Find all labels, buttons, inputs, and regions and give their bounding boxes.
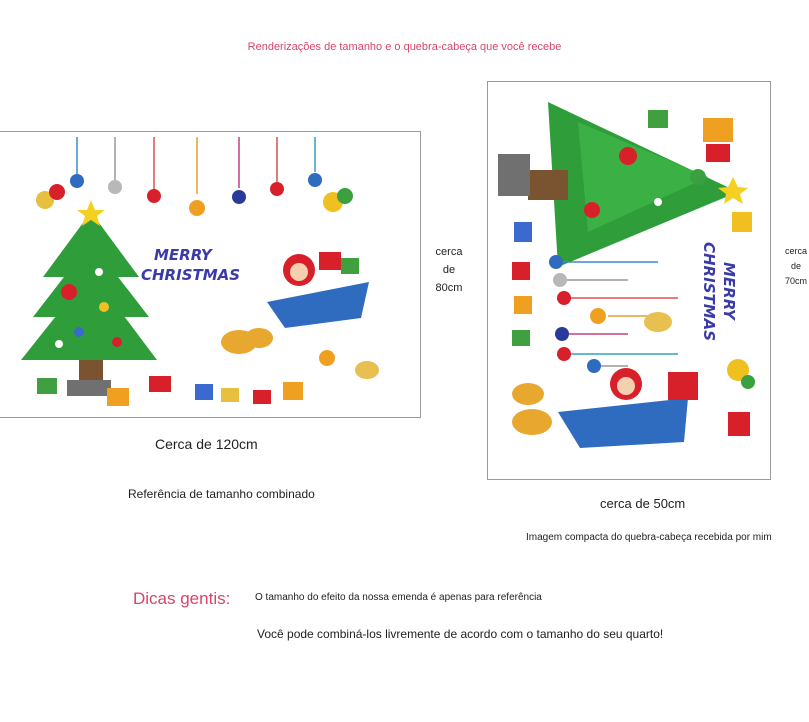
santa-sleigh-icon [221,252,369,354]
received-caption: Imagem compacta do quebra-cabeça recebida por mim [526,532,772,543]
hanging-ornaments-icon [70,137,322,216]
greeting-line-2: CHRISTMAS [141,266,241,284]
greeting-line-1: MERRY [154,246,212,264]
tips-main-text: Você pode combiná-los livremente de acordo com o tamanho do seu quarto! [257,627,664,641]
combined-illustration [0,132,420,417]
tips-note: O tamanho do efeito da nossa emenda é apenas para referência [255,592,542,603]
merry-christmas-greeting [700,242,738,341]
greeting-line-2: CHRISTMAS [700,242,718,342]
page-title: Renderizações de tamanho e o quebra-cabeça que você recebe [247,41,562,53]
reindeer-icon [319,350,379,379]
received-illustration [488,82,770,479]
tips-label: Dicas gentis: [133,589,231,608]
bells-icon [727,359,755,389]
combined-preview-image [0,131,421,418]
received-height-label: cerca de 70cm [784,246,807,286]
santa-sleigh-icon [558,368,698,448]
merry-christmas-greeting [141,246,240,284]
combined-height-label: cerca de 80cm [435,246,463,294]
received-preview-image [487,81,771,480]
combined-caption: Referência de tamanho combinado [128,487,315,501]
combined-width-label: Cerca de 120cm [155,436,258,452]
greeting-line-1: MERRY [720,262,738,320]
received-width-label: cerca de 50cm [600,496,686,511]
christmas-tree-icon [21,200,157,396]
